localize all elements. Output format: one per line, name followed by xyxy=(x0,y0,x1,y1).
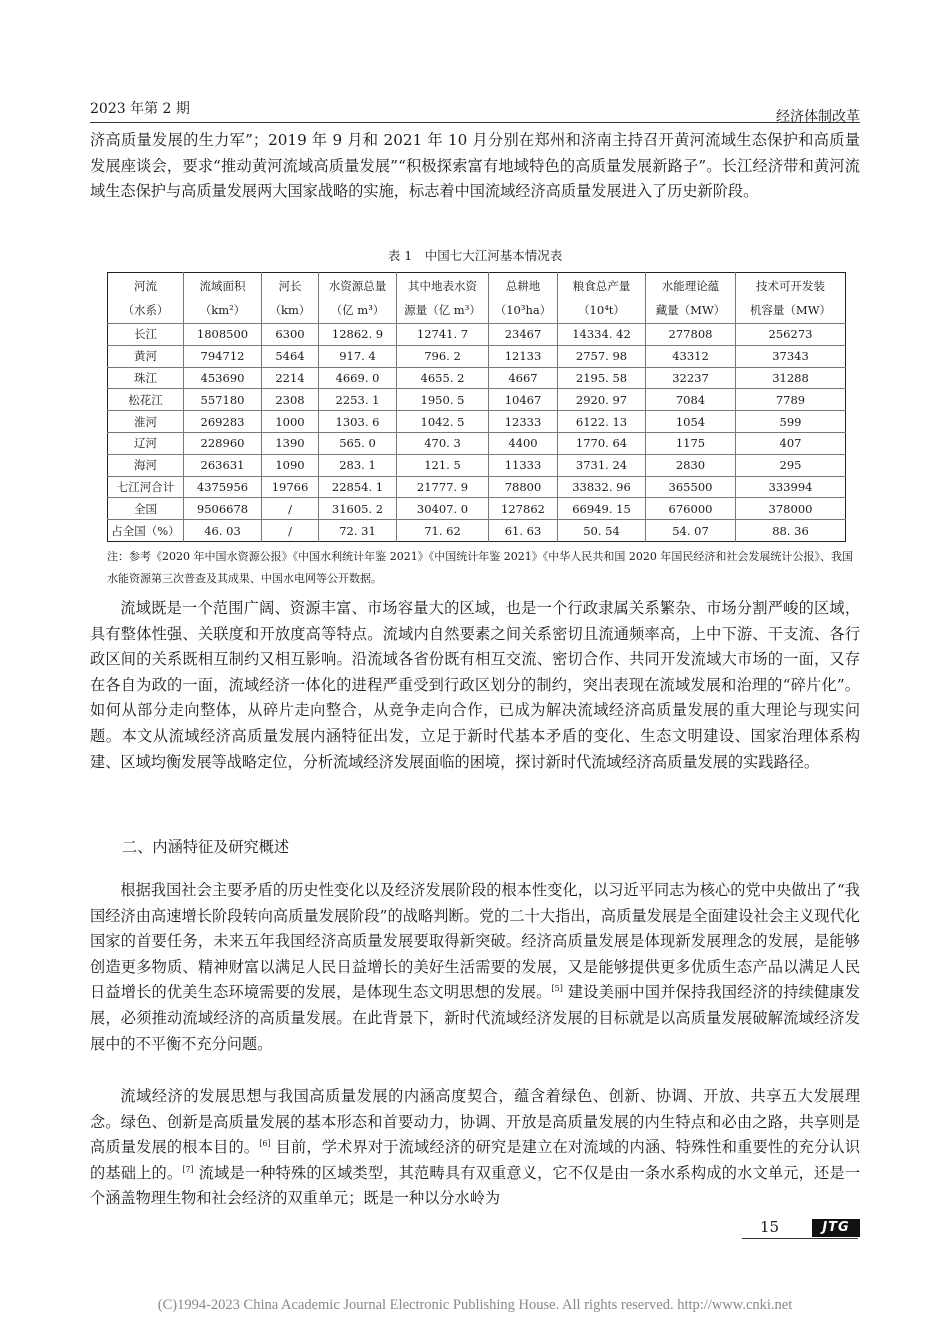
paragraph-concepts xyxy=(90,1084,860,1212)
table-header-line: （km） xyxy=(269,303,311,317)
table-row-label: 辽河 xyxy=(108,432,184,454)
table-cell: 2757. 98 xyxy=(558,345,646,367)
reference-6[interactable]: [6] xyxy=(259,1139,271,1149)
table-cell: 9506678 xyxy=(184,498,262,520)
table-cell: 256273 xyxy=(736,324,846,346)
copyright-footer: (C)1994-2023 China Academic Journal Electronic Publishing House. All rights reserved. http://www.cnki.net xyxy=(157,1297,793,1313)
table-header-line: 粮食总产量 xyxy=(572,279,631,293)
table-cell: 333994 xyxy=(736,476,846,498)
table-cell: 228960 xyxy=(184,432,262,454)
table-header-line: （10³ha） xyxy=(494,303,552,317)
table-cell: 1090 xyxy=(262,454,319,476)
section-heading: 二、内涵特征及研究概述 xyxy=(122,838,290,856)
table-cell: 12133 xyxy=(489,345,558,367)
table-row xyxy=(108,432,846,454)
reference-7[interactable]: [7] xyxy=(182,1164,194,1174)
table-row xyxy=(108,345,846,367)
table-header-line: 源量（亿 m³） xyxy=(404,303,481,317)
paragraph-concepts-text-3: 流域是一种特殊的区域类型，其范畴具有双重意义，它不仅是由一条水系构成的水文单元，还是一个涵盖物理生物和社会经济的双重单元；既是一种以分水岭为 xyxy=(90,1163,861,1208)
table-cell: 21777. 9 xyxy=(397,476,489,498)
table-cell: 277808 xyxy=(646,324,736,346)
table-cell: 31288 xyxy=(736,367,846,389)
table-cell: 269283 xyxy=(184,411,262,433)
table-cell: 2920. 97 xyxy=(558,389,646,411)
table-cell: 4667 xyxy=(489,367,558,389)
table-header-cell xyxy=(108,273,184,324)
issue-label: 2023 年第 2 期 xyxy=(90,101,190,117)
table-cell: 23467 xyxy=(489,324,558,346)
table-cell: 378000 xyxy=(736,498,846,520)
table-header-cell xyxy=(736,273,846,324)
table-header-row xyxy=(108,273,846,324)
table-cell: 2214 xyxy=(262,367,319,389)
table-cell: 32237 xyxy=(646,367,736,389)
table-cell: 19766 xyxy=(262,476,319,498)
paragraph-connotation xyxy=(90,878,860,1057)
table-header-line: 流域面积 xyxy=(199,279,246,293)
table-row xyxy=(108,411,846,433)
table-cell: 796. 2 xyxy=(397,345,489,367)
header-rule xyxy=(90,122,860,123)
page-number-rule xyxy=(742,1238,858,1239)
table-row-label: 全国 xyxy=(108,498,184,520)
paragraph-connotation-text-2: 建设美丽中国并保持我国经济的持续健康发展，必须推动流域经济的高质量发展。在此背景下，新时代流域经济发展的目标就是以高质量发展破解流域经济发展中的不平衡不充分问题。 xyxy=(90,983,861,1053)
table-cell: 22854. 1 xyxy=(319,476,397,498)
table-row-label: 海河 xyxy=(108,454,184,476)
table-row-label: 松花江 xyxy=(108,389,184,411)
table-row xyxy=(108,389,846,411)
table-cell: 263631 xyxy=(184,454,262,476)
paragraph-connotation-text-1: 根据我国社会主要矛盾的历史性变化以及经济发展阶段的根本性变化，以习近平同志为核心的党中央做出了“我国经济由高速增长阶段转向高质量发展阶段”的战略判断。党的二十大指出，高质量发展是全面建设社会主义现代化国家的首要任务，未来五年我国经济高质量发展要取得新突破。经济高质量发展是体现新发展理念的发展，是能够创造更多物质、精神财富以满足人民日益增长的美好生活需要的发展，又是能够提供更多优质生态产品以满足人民日益增长的优美生态环境需要的发展，是体现生态文明思想的发展。 xyxy=(90,881,860,1002)
table-cell: 1950. 5 xyxy=(397,389,489,411)
table-header-cell xyxy=(558,273,646,324)
table-row-label: 珠江 xyxy=(108,367,184,389)
table-cell: 2308 xyxy=(262,389,319,411)
paragraph-concepts-text-2: 目前，学术界对于流域经济的研究是建立在对流域的内涵、特殊性和重要性的充分认识的基础上的。 xyxy=(90,1138,861,1182)
table-cell: 676000 xyxy=(646,498,736,520)
table-cell: / xyxy=(262,498,319,520)
table-cell: 917. 4 xyxy=(319,345,397,367)
table-cell: 14334. 42 xyxy=(558,324,646,346)
reference-5[interactable]: [5] xyxy=(551,984,563,994)
table-cell: 7789 xyxy=(736,389,846,411)
table-header-cell xyxy=(646,273,736,324)
table-header-line: 机容量（MW） xyxy=(749,303,832,317)
table-cell: 7084 xyxy=(646,389,736,411)
journal-name: 经济体制改革 xyxy=(776,109,860,125)
table-cell: 4655. 2 xyxy=(397,367,489,389)
table-header-line: 河长 xyxy=(278,279,302,293)
table-cell: 31605. 2 xyxy=(319,498,397,520)
table-header-cell xyxy=(319,273,397,324)
table-cell: 10467 xyxy=(489,389,558,411)
table-cell: 365500 xyxy=(646,476,736,498)
page-number: 15 xyxy=(760,1218,780,1236)
table-cell: 407 xyxy=(736,432,846,454)
table-header-cell xyxy=(397,273,489,324)
table-cell: 794712 xyxy=(184,345,262,367)
table-cell: 2253. 1 xyxy=(319,389,397,411)
table-cell: 599 xyxy=(736,411,846,433)
table-cell: 1303. 6 xyxy=(319,411,397,433)
table-cell: 1175 xyxy=(646,432,736,454)
table-header-line: 技术可开发装 xyxy=(756,279,825,293)
table-cell: 4400 xyxy=(489,432,558,454)
table-title: 表 1 中国七大江河基本情况表 xyxy=(387,248,563,263)
table-cell: 453690 xyxy=(184,367,262,389)
table-row-label: 长江 xyxy=(108,324,184,346)
table-cell: 2830 xyxy=(646,454,736,476)
table-cell: 66949. 15 xyxy=(558,498,646,520)
table-header-cell xyxy=(262,273,319,324)
table-cell: 3731. 24 xyxy=(558,454,646,476)
table-header-cell xyxy=(489,273,558,324)
table-cell: 565. 0 xyxy=(319,432,397,454)
rivers-table xyxy=(107,272,846,542)
table-header-cell xyxy=(184,273,262,324)
table-cell: 5464 xyxy=(262,345,319,367)
table-cell: 72. 31 xyxy=(319,520,397,542)
table-cell: 37343 xyxy=(736,345,846,367)
table-header-line: （10⁴t） xyxy=(578,303,625,317)
table-cell: 6300 xyxy=(262,324,319,346)
table-cell: 88. 36 xyxy=(736,520,846,542)
intro-paragraph: 济高质量发展的生力军”；2019 年 9 月和 2021 年 10 月分别在郑州和济南主持召开黄河流域生态保护和高质量发展座谈会，要求“推动黄河流域高质量发展”“积极探索富有地域特色的高质量发展新路子”。长江经济带和黄河流域生态保护与高质量发展两大国家战略的实施，标志着中国流域经济高质量发展进入了历史新阶段。 xyxy=(90,131,860,201)
table-cell: 43312 xyxy=(646,345,736,367)
table-cell: / xyxy=(262,520,319,542)
table-row xyxy=(108,498,846,520)
table-header-line: 藏量（MW） xyxy=(655,303,726,317)
journal-logo: JTG xyxy=(812,1219,860,1237)
table-cell: 6122. 13 xyxy=(558,411,646,433)
table-cell: 4375956 xyxy=(184,476,262,498)
table-header-line: 其中地表水资 xyxy=(408,279,477,293)
table-row-label: 淮河 xyxy=(108,411,184,433)
table-cell: 1808500 xyxy=(184,324,262,346)
table-header-line: 水资源总量 xyxy=(328,279,387,293)
table-cell: 470. 3 xyxy=(397,432,489,454)
table-cell: 46. 03 xyxy=(184,520,262,542)
table-cell: 295 xyxy=(736,454,846,476)
table-cell: 283. 1 xyxy=(319,454,397,476)
table-cell: 11333 xyxy=(489,454,558,476)
table-header-line: （亿 m³） xyxy=(330,303,385,317)
table-cell: 1000 xyxy=(262,411,319,433)
table-cell: 54. 07 xyxy=(646,520,736,542)
table-cell: 557180 xyxy=(184,389,262,411)
table-cell: 4669. 0 xyxy=(319,367,397,389)
table-cell: 2195. 58 xyxy=(558,367,646,389)
table-cell: 78800 xyxy=(489,476,558,498)
table-cell: 50. 54 xyxy=(558,520,646,542)
table-cell: 71. 62 xyxy=(397,520,489,542)
table-cell: 1054 xyxy=(646,411,736,433)
table-cell: 127862 xyxy=(489,498,558,520)
table-row xyxy=(108,324,846,346)
table-row xyxy=(108,367,846,389)
table-cell: 12741. 7 xyxy=(397,324,489,346)
table-cell: 30407. 0 xyxy=(397,498,489,520)
table-row xyxy=(108,454,846,476)
table-note: 注：参考《2020 年中国水资源公报》《中国水利统计年鉴 2021》《中国统计年鉴 2021》《中华人民共和国 2020 年国民经济和社会发展统计公报》、我国水能资源第三次普查及其成果、中国水电网等公开数据。 xyxy=(107,550,853,585)
paragraph-basin: 流域既是一个范围广阔、资源丰富、市场容量大的区域，也是一个行政隶属关系繁杂、市场分割严峻的区域，具有整体性强、关联度和开放度高等特点。流域内自然要素之间关系密切且流通频率高，上中下游、干支流、各行政区间的关系既相互制约又相互影响。沿流域各省份既有相互交流、密切合作、共同开发流域大市场的一面，又存在各自为政的一面，流域经济一体化的进程严重受到行政区划分的制约，突出表现在流域发展和治理的“碎片化”。如何从部分走向整体，从碎片走向整合，从竞争走向合作，已成为解决流域经济高质量发展的重大理论与现实问题。本文从流域经济高质量发展内涵特征出发，立足于新时代基本矛盾的变化、生态文明建设、国家治理体系构建、区域均衡发展等战略定位，分析流域经济发展面临的困境，探讨新时代流域经济高质量发展的实践路径。 xyxy=(90,599,860,771)
table-cell: 12862. 9 xyxy=(319,324,397,346)
table-header-line: （水系） xyxy=(122,303,169,317)
table-cell: 33832. 96 xyxy=(558,476,646,498)
table-cell: 1042. 5 xyxy=(397,411,489,433)
table-header-line: （km²） xyxy=(199,303,246,317)
table-row-label: 七江河合计 xyxy=(108,476,184,498)
table-cell: 1390 xyxy=(262,432,319,454)
table-header-line: 水能理论蕴 xyxy=(661,279,720,293)
table-row-label: 占全国（%） xyxy=(108,520,184,542)
table-cell: 121. 5 xyxy=(397,454,489,476)
table-cell: 1770. 64 xyxy=(558,432,646,454)
table-row xyxy=(108,476,846,498)
paragraph-concepts-text-1: 流域经济的发展思想与我国高质量发展的内涵高度契合，蕴含着绿色、创新、协调、开放、共享五大发展理念。绿色、创新是高质量发展的基本形态和首要动力，协调、开放是高质量发展的内生特点和必由之路，共享则是高质量发展的根本目的。 xyxy=(90,1087,860,1157)
table-cell: 12333 xyxy=(489,411,558,433)
table-header-line: 河流 xyxy=(134,279,157,293)
table-header-line: 总耕地 xyxy=(505,279,541,293)
table-row-label: 黄河 xyxy=(108,345,184,367)
table-row xyxy=(108,520,846,542)
table-cell: 61. 63 xyxy=(489,520,558,542)
